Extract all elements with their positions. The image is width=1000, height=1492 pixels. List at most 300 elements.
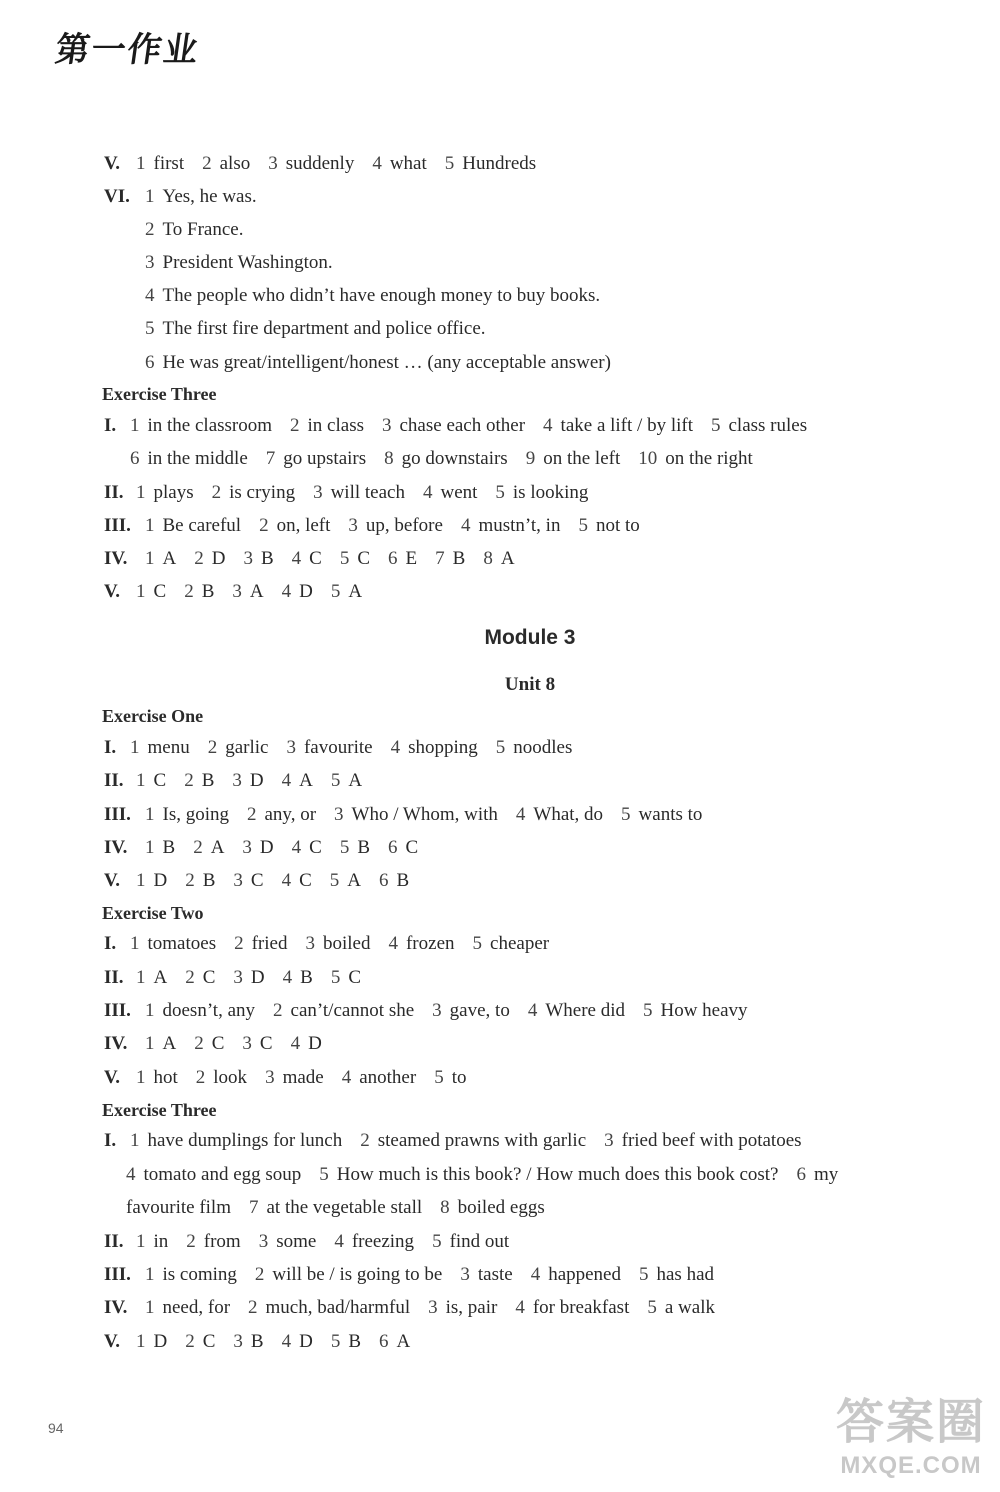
item-text: menu	[147, 737, 190, 758]
answer-item	[360, 1130, 586, 1151]
item-number: 6	[379, 870, 389, 891]
item-text: C	[309, 548, 322, 569]
answer-item	[233, 967, 264, 988]
item-text: to	[451, 1067, 467, 1088]
item-number: 2	[254, 1264, 265, 1285]
item-number: 4	[543, 415, 553, 436]
answer-item	[290, 415, 364, 436]
item-text: B	[396, 870, 410, 891]
item-text: can’t/cannot she	[290, 1000, 415, 1021]
item-text: C	[153, 581, 167, 602]
answer-item	[145, 252, 333, 273]
roman-numeral: V.	[104, 1067, 121, 1088]
answer-item	[232, 581, 263, 602]
item-text: A	[162, 548, 177, 569]
roman-numeral: I.	[104, 933, 117, 954]
item-number: 3	[334, 804, 344, 825]
item-number: 1	[136, 482, 146, 503]
item-number: 3	[313, 482, 323, 503]
item-text: on the right	[665, 448, 753, 469]
answer-item	[233, 870, 263, 891]
item-number: 3	[242, 1033, 252, 1054]
answer-item	[268, 153, 354, 174]
item-number: 2	[360, 1130, 370, 1151]
answer-item	[126, 1164, 301, 1185]
item-text: C	[153, 770, 167, 791]
answer-item	[282, 870, 312, 891]
item-text: is, pair	[445, 1297, 498, 1318]
answer-item	[136, 1231, 168, 1252]
answer-item	[531, 1264, 621, 1285]
item-number: 2	[195, 1067, 206, 1088]
answer-item	[130, 448, 248, 469]
item-text: frozen	[405, 933, 455, 954]
answer-line	[104, 1265, 732, 1284]
answer-item	[604, 1130, 801, 1151]
item-number: 10	[638, 448, 658, 469]
item-text: B	[348, 1331, 362, 1352]
item-number: 9	[525, 448, 536, 469]
item-number: 5	[330, 770, 341, 791]
item-number: 3	[242, 837, 252, 858]
item-text: He was great/intelligent/honest … (any acceptable answer)	[162, 352, 611, 373]
item-text: A	[348, 581, 363, 602]
item-text: How heavy	[660, 1000, 748, 1021]
item-number: 1	[136, 770, 146, 791]
answer-item	[384, 448, 508, 469]
answer-item	[647, 1297, 715, 1318]
item-text: B	[357, 837, 371, 858]
item-number: 3	[460, 1264, 470, 1285]
answer-item	[145, 219, 243, 240]
answer-item	[638, 448, 753, 469]
item-text: at the vegetable stall	[266, 1197, 423, 1218]
item-number: 5	[329, 870, 340, 891]
item-text: from	[203, 1231, 241, 1252]
item-number: 1	[145, 804, 155, 825]
answer-item	[797, 1164, 839, 1185]
item-text: not to	[595, 515, 640, 536]
answer-line	[104, 1198, 563, 1217]
item-text: C	[357, 548, 371, 569]
item-text: in	[153, 1231, 169, 1252]
item-number: 1	[136, 1231, 146, 1252]
answer-item	[136, 1331, 167, 1352]
item-text: steamed prawns with garlic	[377, 1130, 587, 1151]
roman-numeral: I.	[104, 1130, 117, 1151]
item-number: 2	[234, 933, 244, 954]
item-text: on the left	[543, 448, 621, 469]
answer-item	[185, 1331, 215, 1352]
answer-item	[516, 804, 603, 825]
item-text: boiled eggs	[457, 1197, 545, 1218]
item-number: 3	[382, 415, 392, 436]
answer-item	[145, 1033, 176, 1054]
item-number: 5	[710, 415, 721, 436]
roman-numeral: V.	[104, 1331, 121, 1352]
answer-item	[305, 933, 370, 954]
answer-item	[233, 1331, 263, 1352]
item-text: freezing	[351, 1231, 415, 1252]
answer-line	[104, 1332, 428, 1351]
page-number: 94	[48, 1420, 64, 1436]
item-text: will be / is going to be	[272, 1264, 443, 1285]
item-text: B	[250, 1331, 264, 1352]
item-number: 8	[384, 448, 394, 469]
item-number: 3	[232, 581, 242, 602]
item-number: 3	[258, 1231, 269, 1252]
item-text: plays	[153, 482, 194, 503]
brand-logo: 第一作业	[52, 30, 203, 70]
item-text: wants to	[638, 804, 703, 825]
item-text: C	[309, 837, 322, 858]
item-number: 3	[145, 252, 155, 273]
item-number: 6	[130, 448, 140, 469]
item-number: 4	[281, 1331, 292, 1352]
item-text: up, before	[365, 515, 443, 536]
item-number: 1	[145, 186, 155, 207]
item-number: 2	[185, 967, 195, 988]
item-text: in the middle	[147, 448, 248, 469]
item-number: 3	[233, 870, 243, 891]
item-number: 2	[290, 415, 300, 436]
answer-line	[104, 154, 554, 173]
answer-item	[382, 415, 525, 436]
item-text: B	[452, 548, 466, 569]
item-number: 1	[145, 1264, 155, 1285]
answer-item	[208, 737, 269, 758]
answer-item	[379, 1331, 410, 1352]
item-number: 7	[249, 1197, 259, 1218]
item-text: A	[299, 770, 313, 791]
answer-line	[104, 549, 533, 568]
answer-line	[104, 1232, 527, 1251]
item-text: also	[219, 153, 251, 174]
answer-item	[145, 1264, 237, 1285]
item-number: 4	[290, 1033, 301, 1054]
item-text: what	[389, 153, 427, 174]
answer-line	[104, 319, 504, 338]
item-text: Hundreds	[462, 153, 537, 174]
item-text: gave, to	[449, 1000, 510, 1021]
item-number: 3	[232, 770, 242, 791]
answer-item	[145, 285, 600, 306]
item-number: 5	[434, 1067, 444, 1088]
item-number: 2	[248, 1297, 258, 1318]
answer-item	[440, 1197, 545, 1218]
roman-numeral: V.	[104, 153, 121, 174]
item-text: The first fire department and police office.	[162, 318, 486, 339]
item-number: 6	[388, 548, 398, 569]
answer-item	[184, 581, 214, 602]
item-number: 3	[428, 1297, 438, 1318]
item-text: D	[299, 581, 313, 602]
item-text: How much is this book? / How much does this book cost?	[336, 1164, 779, 1185]
roman-numeral: III.	[104, 1264, 131, 1285]
answer-item	[184, 770, 214, 791]
item-text: favourite	[303, 737, 373, 758]
item-number: 2	[273, 1000, 283, 1021]
answer-item	[473, 933, 550, 954]
answer-item	[391, 737, 478, 758]
answer-item	[496, 737, 573, 758]
item-text: cheaper	[490, 933, 550, 954]
answer-item	[136, 482, 194, 503]
answer-item	[259, 515, 330, 536]
answer-item	[526, 448, 621, 469]
answer-item	[460, 1264, 512, 1285]
item-number: 2	[185, 870, 195, 891]
item-text: D	[250, 967, 265, 988]
item-text: D	[308, 1033, 322, 1054]
answer-item	[136, 1067, 178, 1088]
watermark-logo: 答案圈	[835, 1394, 986, 1450]
item-text: is crying	[229, 482, 296, 503]
item-number: 4	[334, 1231, 344, 1252]
item-number: 5	[578, 515, 588, 536]
roman-numeral: IV.	[104, 548, 128, 569]
answer-line	[104, 582, 380, 601]
roman-numeral: III.	[104, 515, 131, 536]
answer-item	[136, 870, 167, 891]
item-number: 4	[291, 548, 302, 569]
item-text: doesn’t, any	[162, 1000, 256, 1021]
answer-item	[342, 1067, 416, 1088]
answer-item	[130, 1130, 342, 1151]
watermark-url: MXQE.COM	[840, 1452, 982, 1479]
item-text: B	[202, 870, 216, 891]
item-text: A	[348, 770, 363, 791]
roman-numeral: III.	[104, 804, 131, 825]
roman-numeral: I.	[104, 737, 117, 758]
item-text: B	[201, 581, 215, 602]
item-text: suddenly	[285, 153, 355, 174]
item-number: 8	[483, 548, 493, 569]
item-number: 4	[341, 1067, 352, 1088]
item-text: B	[201, 770, 215, 791]
item-number: 3	[233, 967, 243, 988]
item-text: boiled	[322, 933, 371, 954]
item-number: 5	[495, 482, 505, 503]
item-text: is looking	[512, 482, 589, 503]
item-text: go downstairs	[401, 448, 508, 469]
answer-item	[282, 770, 313, 791]
roman-numeral: I.	[104, 415, 117, 436]
answer-item	[145, 1000, 255, 1021]
item-number: 3	[432, 1000, 442, 1021]
item-number: 5	[642, 1000, 653, 1021]
item-text: C	[405, 837, 419, 858]
item-number: 4	[281, 770, 292, 791]
roman-numeral: II.	[104, 1231, 124, 1252]
item-text: C	[211, 1033, 225, 1054]
item-text: B	[162, 837, 176, 858]
item-text: B	[300, 967, 313, 988]
answer-item	[202, 153, 250, 174]
item-number: 5	[339, 837, 350, 858]
answer-item	[126, 1197, 231, 1218]
answer-item	[212, 482, 295, 503]
answer-item	[643, 1000, 748, 1021]
item-number: 6	[388, 837, 398, 858]
answer-item	[495, 482, 588, 503]
item-number: 1	[145, 548, 155, 569]
item-text: Yes, he was.	[162, 186, 257, 207]
item-number: 2	[194, 1033, 204, 1054]
answer-item	[145, 318, 486, 339]
answer-item	[483, 548, 514, 569]
answer-line	[104, 516, 658, 535]
roman-numeral: IV.	[104, 1297, 128, 1318]
answer-item	[283, 967, 313, 988]
answer-item	[136, 967, 167, 988]
item-number: 5	[639, 1264, 649, 1285]
item-text: A	[396, 1331, 411, 1352]
answer-item	[432, 1000, 510, 1021]
item-number: 3	[348, 515, 358, 536]
item-number: 6	[379, 1331, 389, 1352]
item-text: C	[202, 1331, 216, 1352]
answer-item	[388, 933, 454, 954]
item-number: 3	[243, 548, 253, 569]
item-text: B	[260, 548, 274, 569]
item-text: garlic	[225, 737, 269, 758]
item-number: 1	[136, 967, 146, 988]
item-text: noodles	[513, 737, 573, 758]
item-number: 5	[330, 967, 341, 988]
item-number: 1	[136, 1331, 146, 1352]
item-number: 5	[472, 933, 483, 954]
item-text: tomatoes	[147, 933, 217, 954]
answer-item	[265, 1067, 324, 1088]
item-text: Where did	[545, 1000, 625, 1021]
item-number: 3	[233, 1331, 243, 1352]
item-number: 7	[265, 448, 276, 469]
roman-numeral: II.	[104, 482, 124, 503]
item-text: fried beef with potatoes	[621, 1130, 802, 1151]
item-text: happened	[548, 1264, 621, 1285]
item-text: D	[153, 870, 168, 891]
roman-numeral: V.	[104, 870, 121, 891]
answer-item	[330, 870, 361, 891]
roman-numeral: IV.	[104, 1033, 128, 1054]
item-number: 1	[145, 837, 155, 858]
item-number: 2	[186, 1231, 196, 1252]
answer-item	[186, 1231, 240, 1252]
answer-item	[578, 515, 639, 536]
answer-line	[104, 838, 436, 857]
item-number: 4	[281, 870, 292, 891]
item-text: made	[282, 1067, 324, 1088]
item-number: 4	[460, 515, 471, 536]
answer-item	[196, 1067, 247, 1088]
answer-item	[130, 737, 190, 758]
answer-item	[286, 737, 372, 758]
answer-item	[249, 1197, 422, 1218]
answer-line	[104, 1001, 766, 1020]
answer-item	[331, 581, 362, 602]
answer-item	[136, 153, 184, 174]
item-text: Is, going	[162, 804, 229, 825]
answer-item	[282, 581, 313, 602]
item-number: 5	[339, 548, 350, 569]
item-number: 4	[515, 804, 526, 825]
answer-item	[372, 153, 426, 174]
item-text: favourite film	[126, 1197, 231, 1218]
item-number: 2	[207, 737, 218, 758]
answer-item	[639, 1264, 714, 1285]
roman-numeral: IV.	[104, 837, 128, 858]
item-text: Who / Whom, with	[351, 804, 498, 825]
item-number: 5	[495, 737, 506, 758]
item-number: 4	[282, 967, 293, 988]
item-number: 4	[145, 285, 155, 306]
item-number: 5	[319, 1164, 329, 1185]
item-number: 2	[247, 804, 257, 825]
answer-item	[145, 186, 257, 207]
answer-item	[331, 1331, 361, 1352]
item-text: for breakfast	[532, 1297, 630, 1318]
item-text: To France.	[162, 219, 244, 240]
answer-item	[423, 482, 477, 503]
item-number: 4	[291, 837, 302, 858]
answer-line	[104, 1298, 733, 1317]
item-number: 2	[184, 770, 194, 791]
item-text: hot	[153, 1067, 178, 1088]
answer-line	[104, 483, 606, 502]
answer-item	[621, 804, 702, 825]
roman-numeral: III.	[104, 1000, 131, 1021]
item-text: chase each other	[399, 415, 526, 436]
answer-item	[388, 837, 418, 858]
item-number: 4	[515, 1297, 525, 1318]
item-number: 1	[130, 415, 140, 436]
item-number: 2	[211, 482, 222, 503]
answer-item	[528, 1000, 625, 1021]
answer-line	[104, 805, 720, 824]
item-text: first	[153, 153, 185, 174]
answer-item	[334, 804, 498, 825]
item-number: 4	[372, 153, 382, 174]
item-number: 5	[647, 1297, 657, 1318]
exercise-heading: Exercise Two	[102, 903, 204, 923]
item-text: on, left	[276, 515, 331, 536]
item-number: 1	[145, 1000, 155, 1021]
answer-item	[291, 1033, 322, 1054]
answer-line	[104, 934, 567, 953]
item-number: 4	[530, 1264, 541, 1285]
item-text: D	[259, 837, 274, 858]
item-number: 1	[130, 1130, 140, 1151]
item-text: What, do	[533, 804, 604, 825]
answer-item	[292, 548, 322, 569]
answer-item	[130, 415, 272, 436]
answer-item	[145, 515, 241, 536]
answer-item	[292, 837, 322, 858]
item-number: 5	[330, 581, 341, 602]
item-text: take a lift / by lift	[560, 415, 693, 436]
roman-numeral: II.	[104, 770, 124, 791]
answer-item	[388, 548, 417, 569]
watermark	[836, 1383, 986, 1480]
answer-line	[104, 1131, 820, 1150]
answer-item	[243, 548, 273, 569]
item-text: D	[211, 548, 226, 569]
answer-line	[104, 1165, 856, 1184]
item-text: in the classroom	[147, 415, 273, 436]
answer-item	[461, 515, 561, 536]
answer-item	[247, 804, 316, 825]
